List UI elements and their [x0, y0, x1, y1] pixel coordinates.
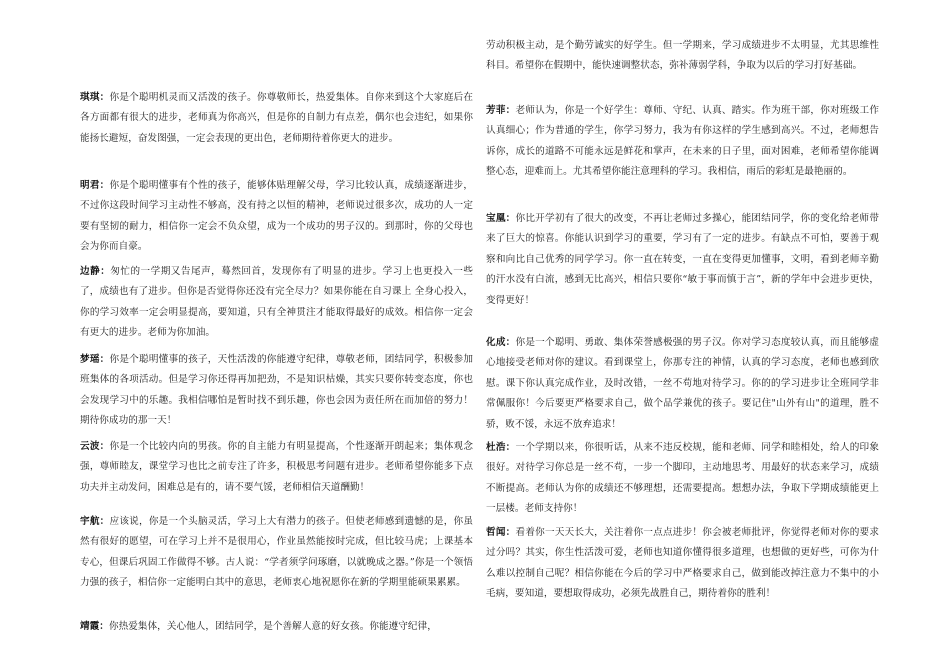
student-name: 哲闻 [486, 527, 506, 538]
student-name: 云波 [80, 441, 100, 452]
comment-entry: 宇航：应该说，你是一个头脑灵活，学习上大有潜力的孩子。但使老师感到遗憾的是，你虽然有很好的愿望，可在学习上并不是很用心，作业虽然能按时完成，但比较马虎；上课基本专心，但课后巩固工作做得不够。古人说：“学者须学问琢磨，以就晚成之器。”你是一个领悟力强的孩子，相信你一定能明白其中的意思，老师衷心地祝愿你在新的学期里能硕果累累。 [80, 516, 473, 589]
comment-entry: 化成：你是一个聪明、勇敢、集体荣誉感极强的男子汉。你对学习态度较认真，而且能够虚心地接受老师对你的建议。看到课堂上，你那专注的神情，认真的学习态度，老师也感到欣慰。课下你认真完成作业，及时改错，一丝不苟地对待学习。你的的学习进步让全班同学非常佩服你！今后要更严格要求自己，做个品学兼优的孩子。要记住"山外有山"的道理，胜不骄，败不馁，永远不放弃追求！ [486, 337, 879, 430]
comment-entry: 哲闻：看着你一天天长大，关注着你一点点进步！你会被老师批评，你觉得老师对你的要求过分吗？其实，你生性活泼可爱，老师也知道你懂得很多道理，也想做的更好些，可你为什么难以控制自己呢？相信你能在今后的学习中严格要求自己，做到能改掉注意力不集中的小毛病，要知道，要想取得成功，必须先战胜自己，期待着你的胜利！ [486, 527, 879, 600]
comment-entry: 芳菲：老师认为，你是一个好学生：尊师、守纪、认真、踏实。作为班干部，你对班级工作认真细心；作为普通的学生，你学习努力，我为有你这样的学生感到高兴。不过，老师想告诉你，成长的道路不可能永远是鲜花和掌声，在未来的日子里，面对困难，老师希望你能调整心态，迎难而上。尤其希望你能注意理科的学习。我相信，雨后的彩虹是最艳丽的。 [486, 105, 879, 178]
comment-text: 应该说，你是一个头脑灵活，学习上大有潜力的孩子。但使老师感到遗憾的是，你虽然有很好的愿望，可在学习上并不是很用心，作业虽然能按时完成，但比较马虎；上课基本专心，但课后巩固工作做得不够。古人说：“学者须学问琢磨，以就晚成之器。”你是一个领悟力强的孩子，相信你一定能明白其中的意思，老师衷心地祝愿你在新的学期里能硕果累累。 [80, 516, 473, 589]
comment-entry: 靖霞：你热爱集体，关心他人，团结同学，是个善解人意的好女孩。你能遵守纪律， [80, 621, 437, 632]
student-name: 化成 [486, 337, 506, 348]
student-name: 靖霞 [80, 621, 100, 632]
comment-text: 你热爱集体，关心他人，团结同学，是个善解人意的好女孩。你能遵守纪律， [108, 621, 437, 632]
student-name: 宇航 [80, 516, 100, 527]
student-name: 梦瑶 [80, 354, 100, 365]
student-name: 明君 [80, 180, 100, 191]
student-name: 芳菲 [486, 105, 506, 116]
student-name: 边静 [80, 266, 101, 277]
comment-text: 你比开学初有了很大的改变，不再让老师过多操心，能团结同学，你的变化给老师带来了巨大的惊喜。你能认识到学习的重要，学习有了一定的进步。有缺点不可怕，要善于观察和向比自己优秀的同学学习。你一直在转变，一直在变得更加懂事，文明，看到老师辛勤的汗水没有白流，感到无比高兴，相信只要你“敏于事而慎于言”，新的学年中会进步更快，变得更好！ [486, 213, 879, 306]
comment-text: 你是一个比较内向的男孩。你的自主能力有明显提高，个性逐渐开朗起来；集体观念强，尊师睦友，课堂学习也比之前专注了许多，积极思考问题有进步。老师希望你能多下点功夫并主动发问，困难总是有的，请不要气馁，老师相信天道酬勤！ [80, 441, 473, 493]
comment-entry: 宝凰：你比开学初有了很大的改变，不再让老师过多操心，能团结同学，你的变化给老师带来了巨大的惊喜。你能认识到学习的重要，学习有了一定的进步。有缺点不可怕，要善于观察和向比自己优秀的同学学习。你一直在转变，一直在变得更加懂事，文明，看到老师辛勤的汗水没有白流，感到无比高兴，相信只要你“敏于事而慎于言”，新的学年中会进步更快，变得更好！ [486, 213, 879, 306]
comment-text: 老师认为，你是一个好学生：尊师、守纪、认真、踏实。作为班干部，你对班级工作认真细心；作为普通的学生，你学习努力，我为有你这样的学生感到高兴。不过，老师想告诉你，成长的道路不可能永远是鲜花和掌声，在未来的日子里，面对困难，老师希望你能调整心态，迎难而上。尤其希望你能注意理科的学习。我相信，雨后的彩虹是最艳丽的。 [486, 105, 879, 178]
comment-entry: 杜浩：一个学期以来，你很听话，从来不违反校规，能和老师、同学和睦相处，给人的印象很好。对待学习你总是一丝不苟，一步一个脚印，主动地思考、用最好的状态来学习，成绩不断提高。老师认为你的成绩还不够理想，还需要提高。想想办法，争取下学期成绩能更上一层楼。老师支持你！ [486, 442, 879, 515]
comment-continuation [486, 36, 879, 77]
comment-text: 看着你一天天长大，关注着你一点点进步！你会被老师批评，你觉得老师对你的要求过分吗？其实，你生性活泼可爱，老师也知道你懂得很多道理，也想做的更好些，可你为什么难以控制自己呢？相信你能在今后的学习中严格要求自己，做到能改掉注意力不集中的小毛病，要知道，要想取得成功，必须先战胜自己，期待着你的胜利！ [486, 527, 879, 600]
comment-entry: 云波：你是一个比较内向的男孩。你的自主能力有明显提高，个性逐渐开朗起来；集体观念强，尊师睦友，课堂学习也比之前专注了许多，积极思考问题有进步。老师希望你能多下点功夫并主动发问，困难总是有的，请不要气馁，老师相信天道酬勤！ [80, 441, 473, 493]
comment-entry: 梦瑶：你是个聪明懂事的孩子，天性活泼的你能遵守纪律，尊敬老师，团结同学，积极参加班集体的各项活动。但是学习你还得再加把劲，不是知识枯燥，其实只要你转变态度，你也会发现学习中的乐趣。我相信哪怕是暂时找不到乐趣，你也会因为责任所在而加倍的努力！期待你成功的那一天！ [80, 354, 473, 427]
comment-entry: 边静：匆忙的一学期又告尾声，蓦然回首，发现你有了明显的进步。学习上也更投入一些了，成绩也有了进步。但你是否觉得你还没有完全尽力？如果你能在自习课上 全身心投入，你的学习效率一定会明显提高，要知道，只有全神贯注才能取得最好的成效。相信你一定会有更大的进步。老师为你加油。 [80, 266, 473, 339]
comment-entry: 琪琪：你是个聪明机灵而又活泼的孩子。你尊敬师长，热爱集体。自你来到这个大家庭后在各方面都有很大的进步，老师真为你高兴，但是你的自制力有点差，偶尔也会违纪，如果你能扬长避短，奋发图强，一定会表现的更出色，老师期待着你更大的进步。 [80, 92, 473, 144]
comment-text: 你是个聪明机灵而又活泼的孩子。你尊敬师长，热爱集体。自你来到这个大家庭后在各方面都有很大的进步，老师真为你高兴，但是你的自制力有点差，偶尔也会违纪，如果你能扬长避短，奋发图强，一定会表现的更出色，老师期待着你更大的进步。 [80, 92, 473, 144]
student-name: 宝凰 [486, 213, 506, 224]
comment-text: 你是一个聪明、勇敢、集体荣誉感极强的男子汉。你对学习态度较认真，而且能够虚心地接受老师对你的建议。看到课堂上，你那专注的神情，认真的学习态度，老师也感到欣慰。课下你认真完成作业，及时改错，一丝不苟地对待学习。你的的学习进步让全班同学非常佩服你！今后要更严格要求自己，做个品学兼优的孩子。要记住"山外有山"的道理，胜不骄，败不馁，永远不放弃追求！ [486, 337, 879, 430]
comment-text: 劳动积极主动，是个勤劳诚实的好学生。但一学期来，学习成绩进步不太明显，尤其思维性科目。希望你在假期中，能快速调整状态，弥补薄弱学科，争取为以后的学习打好基础。 [486, 40, 879, 72]
comment-text: 一个学期以来，你很听话，从来不违反校规，能和老师、同学和睦相处，给人的印象很好。对待学习你总是一丝不苟，一步一个脚印，主动地思考、用最好的状态来学习，成绩不断提高。老师认为你的成绩还不够理想，还需要提高。想想办法，争取下学期成绩能更上一层楼。老师支持你！ [486, 442, 879, 515]
student-name: 琪琪 [80, 92, 100, 103]
comment-text: 匆忙的一学期又告尾声，蓦然回首，发现你有了明显的进步。学习上也更投入一些了，成绩也有了进步。但你是否觉得你还没有完全尽力？如果你能在自习课上 全身心投入，你的学习效率一定会明显提高，要知道，只有全神贯注才能取得最好的成效。相信你一定会有更大的进步。老师为你加油。 [80, 266, 473, 339]
comment-text: 你是个聪明懂事有个性的孩子，能够体贴理解父母，学习比较认真，成绩逐渐进步，不过你这段时间学习主动性不够高，没有持之以恒的精神，老师说过很多次，成功的人一定要有坚韧的耐力，相信你一定会不负众望，成为一个成功的男子汉的。到那时，你的父母也会为你而自豪。 [80, 180, 473, 253]
student-name: 杜浩 [486, 442, 506, 453]
comment-text: 你是个聪明懂事的孩子，天性活泼的你能遵守纪律，尊敬老师，团结同学，积极参加班集体的各项活动。但是学习你还得再加把劲，不是知识枯燥，其实只要你转变态度，你也会发现学习中的乐趣。我相信哪怕是暂时找不到乐趣，你也会因为责任所在而加倍的努力！期待你成功的那一天！ [80, 354, 473, 427]
comment-entry: 明君：你是个聪明懂事有个性的孩子，能够体贴理解父母，学习比较认真，成绩逐渐进步，不过你这段时间学习主动性不够高，没有持之以恒的精神，老师说过很多次，成功的人一定要有坚韧的耐力，相信你一定会不负众望，成为一个成功的男子汉的。到那时，你的父母也会为你而自豪。 [80, 180, 473, 253]
